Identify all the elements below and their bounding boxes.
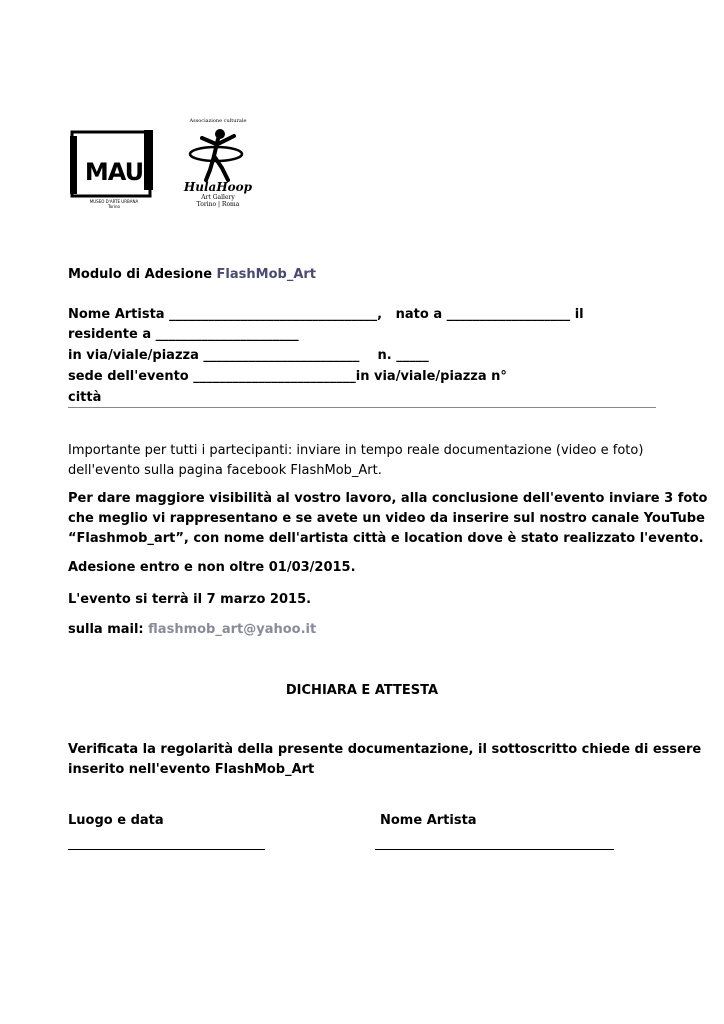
venue-address-label: in via/viale/piazza n° [355,369,507,384]
venue-label: sede dell'evento [68,369,189,384]
birthplace-label: nato a [395,307,443,322]
birthdate-label: il [574,307,584,322]
number-blank[interactable]: _____ [396,348,429,363]
mau-logo-text: MAU [84,158,144,186]
city-label: città [68,390,102,405]
declaration-heading: DICHIARA E ATTESTA [285,683,439,698]
address-label: in via/viale/piazza [68,348,199,363]
important-line-2: dell'evento sulla pagina facebook FlashMob_Art. [68,463,382,478]
form-line-city [68,388,101,408]
deadline-text: Adesione entro e non oltre 01/03/2015. [68,560,356,575]
form-line-venue [68,367,507,387]
artist-name-label: Nome Artista [68,307,165,322]
mail-link[interactable]: flashmob_art@yahoo.it [148,622,317,637]
address-blank[interactable]: ________________________ [203,348,360,363]
hulahoop-logo [158,114,278,214]
hula-cities-text: Torino | Roma [196,201,240,208]
artist-name-sep: , [377,307,383,322]
place-date-line[interactable] [68,849,265,850]
city-underline [68,407,656,408]
declaration-text [68,740,701,780]
event-date-text: L'evento si terrà il 7 marzo 2015. [68,592,312,607]
residence-blank[interactable]: ______________________ [155,327,299,342]
visibility-line-3: “Flashmob_art”, con nome dell'artista città e location dove è stato realizzato l'evento. [68,531,704,546]
birthplace-blank[interactable]: ___________________ [446,307,571,322]
important-paragraph [68,441,643,481]
form-line-address [68,346,429,366]
hula-dancer-graphic [188,126,248,182]
form-title-accent: FlashMob_Art [216,267,317,282]
place-date-label: Luogo e data [68,813,164,828]
mau-city-text: Torino [108,204,120,209]
visibility-paragraph [68,489,707,549]
signature-artist-line[interactable] [375,849,614,850]
residence-label: residente a [68,327,152,342]
form-line-residence [68,325,299,345]
form-line-name [68,305,584,325]
visibility-line-1: Per dare maggiore visibilità al vostro lavoro, alla conclusione dell'evento inviare 3 foto [68,491,708,506]
declaration-line-2: inserito nell'evento FlashMob_Art [68,762,315,777]
form-title [68,265,316,285]
mau-logo-subtitle [74,199,154,209]
important-line-1: Importante per tutti i partecipanti: inviare in tempo reale documentazione (video e foto) [68,443,644,458]
mau-subtitle-text: MUSEO D'ARTE URBANA [89,199,139,204]
visibility-line-2: che meglio vi rappresentano e se avete un video da inserire sul nostro canale YouTube [68,511,705,526]
hula-name-text: HulaHoop [183,180,253,194]
mau-logo [68,128,158,214]
mail-line [68,620,316,640]
number-label: n. [377,348,392,363]
hula-association-text: Associazione culturale [189,118,247,124]
form-title-prefix: Modulo di Adesione [68,267,217,282]
signature-artist-label: Nome Artista [380,813,477,828]
hula-sub-text [158,194,278,208]
artist-name-blank[interactable]: ________________________________ [169,307,378,322]
declaration-line-1: Verificata la regolarità della presente documentazione, il sottoscritto chiede di essere [68,742,702,757]
hula-gallery-text: Art Gallery [201,194,235,201]
venue-blank[interactable]: _________________________ [193,369,356,384]
mail-label: sulla mail: [68,622,149,637]
